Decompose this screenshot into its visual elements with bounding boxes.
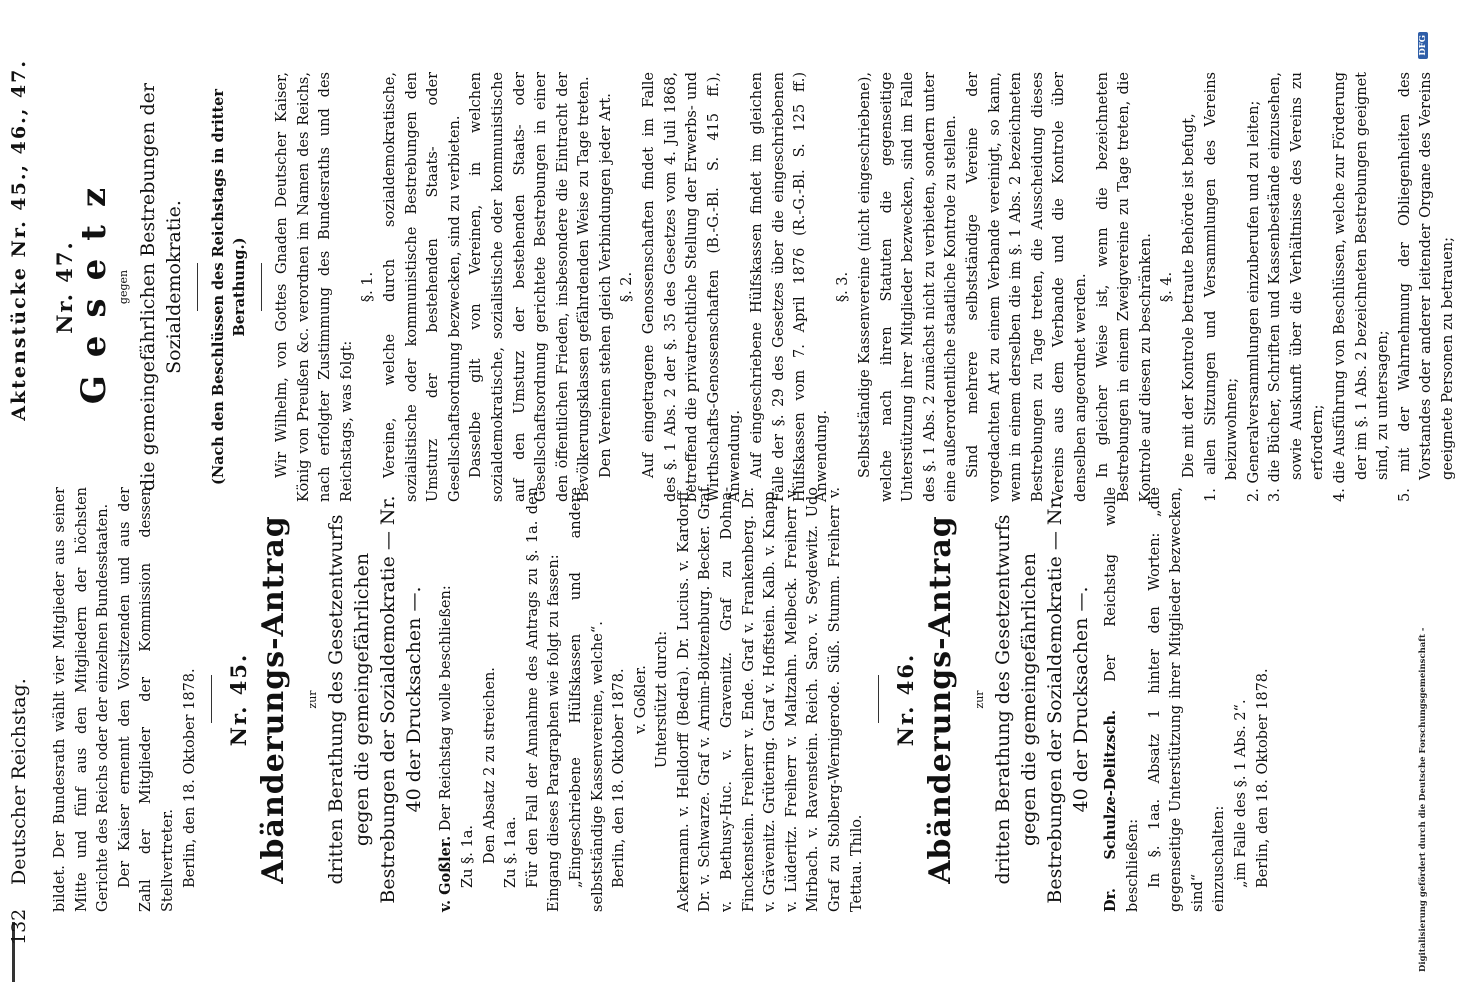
zur-label-2: zur [972,690,986,709]
section-1-para-3: Den Vereinen stehen gleich Verbindungen jeder Art. [597,93,614,478]
left-column [50,487,1274,912]
section-4-intro: Die mit der Kontrole betraute Behörde ist befugt, [1180,113,1197,478]
motion-text-1: Den Absatz 2 zu streichen. [481,667,498,864]
mover-name-2: Dr. Schulze-Delitzsch. [1102,709,1120,912]
section-4-item: 4. die Ausführung von Beschlüssen, welche zur Förderung der im §. 1 Abs. 2 bezeichneten Bestrebungen geeignet sind, zu untersagen; [1332,72,1392,502]
date-line: Berlin, den 18. Oktober 1878. [181,668,198,888]
law-subtitle: die gemeingefährlichen Bestrebungen der Sozialdemokratie. [136,83,185,491]
title-45: Abänderungs-Antrag [255,515,291,884]
subtitle-46: dritten Berathung des Gesetzentwurfs gegen die gemeingefährlichen Bestrebungen der Sozialdemokratie — Nr. 40 der Drucksachen —. [992,495,1093,904]
signer: v. Goßler. [632,665,649,734]
document-number-45: Nr. 45. [226,652,252,747]
digitization-credit [1418,32,1428,972]
document-number-47: Nr. 47. [52,240,77,334]
motion-46-insert: einzuschalten: [1211,805,1228,912]
section-2-heading: §. 2. [619,271,636,303]
section-1-heading: §. 1. [360,271,377,303]
motion-section-1aa: Zu §. 1aa. [503,816,520,888]
section-3-para-3: In gleicher Weise ist, wenn die bezeichneten Bestrebungen in einem Zweigvereine zu Tage treten, die Kontrole auf diesen zu beschränken. [1094,72,1154,502]
section-4-item: 1. allen Sitzungen und Versammlungen des Vereins beizuwohnen; [1202,72,1241,502]
reading-note: (Nach den Beschlüssen des Reichstags in dritter Berathung.) [209,88,249,486]
divider-2 [878,676,879,724]
zur-label: zur [305,690,319,709]
preamble: Wir Wilhelm, von Gottes Gnaden Deutscher Kaiser, König von Preußen &c. verordnen im Namen des Reichs, nach erfolgter Zustimmung des Bundesraths und des Reichstags, was folgt: [273,72,355,502]
section-3-heading: §. 3. [835,271,852,303]
right-column [50,72,1460,502]
header-left: Deutscher Reichstag. [8,678,30,885]
continuation-text-2: Der Kaiser ernennt den Vorsitzenden und aus der Zahl der Mitglieder der Kommission dessen Stellvertreter. [116,487,176,912]
subtitle-45: dritten Berathung des Gesetzentwurfs gegen die gemeingefährlichen Bestrebungen der Sozialdemokratie — Nr. 40 der Drucksachen —. [325,495,426,904]
divider-4 [261,263,262,311]
dfg-logo: DFG [1418,32,1428,59]
law-title: Gesetz [73,169,114,405]
section-3-para-1: Selbstständige Kassenvereine (nicht eingeschriebene), welche nach ihren Statuten die gegenseitige Unterstützung ihrer Mitglieder bezwecken, sind im Falle des §. 1 Abs. 2 zunächst nicht zu verbieten, sondern unter eine außerordentliche staatliche Kontrole zu stellen. [857,72,960,502]
header-document-numbers: Aktenstücke Nr. 45., 46., 47. [8,59,30,421]
section-1-para-1: Vereine, welche durch sozialdemokratische, sozialistische oder kommunistische Bestrebungen den Umsturz der bestehenden Staats- oder Gesellschaftsordnung bezwecken, sind zu verbieten. [381,72,463,502]
supported-by-label: Unterstützt durch: [654,630,671,769]
continuation-text: bildet. Der Bundesrath wählt vier Mitglieder aus seiner Mitte und fünf aus den Mitgliedern der höchsten Gerichte des Reichs oder der einzelnen Bundesstaaten. [52,487,112,912]
section-4-item: 5. mit der Wahrnehmung der Obliegenheiten des Vorstandes oder anderer leitender Organe des Vereins geeignete Personen zu betrauen; [1396,72,1457,502]
motion-intro: Der Reichstag wolle beschließen: [438,585,455,832]
gegen-label: gegen [117,269,131,305]
motion-section-1a: Zu §. 1a. [459,825,476,888]
divider-3 [197,263,198,311]
section-1-para-2: Dasselbe gilt von Vereinen, in welchen sozialdemokratische, sozialistische oder kommunistische auf den Umsturz der bestehenden Staats- oder Gesellschaftsordnung gerichtete Bestrebungen in einer den öffentlichen Frieden, insbesondere die Eintracht der Bevölkerungsklassen gefährdenden Weise zu Tage treten. [468,72,593,502]
section-2-para-2: Auf eingeschriebene Hülfskassen findet im gleichen Falle der §. 29 des Gesetzes über die eingeschriebenen Hülfskassen vom 7. April 1876 (R.-G.-Bl. S. 125 ff.) Anwendung. [749,72,830,502]
section-4-item: 3. die Bücher, Schriften und Kassenbestände einzusehen, sowie Auskunft über die Verhältnisse des Vereins zu erfordern; [1267,72,1327,502]
section-2-para-1: Auf eingetragene Genossenschaften findet im Falle des §. 1 Abs. 2 der §. 35 des Gesetzes vom 4. Juli 1868, betreffend die privatrechtliche Stellung der Erwerbs- und Wirthschafts-Genossenschaften (B.-G.-Bl. S. 415 ff.), Anwendung. [641,72,744,502]
page-header [8,45,48,945]
credit-text: Digitalisierung gefördert durch die Deutsche Forschungsgemeinschaft - [1418,627,1428,972]
document-number-46: Nr. 46. [893,652,919,747]
date-line-2: Berlin, den 18. Oktober 1878. [611,668,628,888]
section-4-heading: §. 4. [1159,271,1176,303]
motion-46-quote: „im Falle des §. 1 Abs. 2“. [1232,699,1249,888]
page-number: 132 [8,908,30,945]
mover-name: v. Goßler. [437,835,455,912]
supporters-list: Ackermann. v. Helldorff (Bedra). Dr. Lucius. v. Kardorff. Dr. v. Schwarze. Graf v. Arnim-Boitzenburg. Becker. Graf v. Bethusy-Huc. v. Gravenitz. Graf zu Dohna-Finckenstein. Freiherr v. Ende. Graf v. Frankenberg. Dr. v. Grävenitz. Grütering. Graf v. Hoffstein. Kalb. v. Knapp. v. Lüderitz. Freiherr v. Maltzahn. Melbeck. Freiherr v. Mirbach. v. Ravenstein. Reich. Saro. v. Seydewitz. Udo Graf zu Stolberg-Wernigerode. Süß. Stumm. Freiherr v. Tettau. Thilo. [675,487,865,912]
title-46: Abänderungs-Antrag [922,515,958,884]
motion-46-text: In §. 1aa. Absatz 1 hinter den Worten: „die gegenseitige Unterstützung ihrer Mitglieder bezwecken, sind“ [1146,487,1206,912]
motion-intro-2: Der Reichstag wolle beschließen: [1103,487,1141,912]
divider [211,676,212,724]
date-line-3: Berlin, den 18. Oktober 1878. [1254,668,1271,888]
motion-quote: „Eingeschriebene Hülfskassen und andere selbstständige Kassenvereine, welche“. [567,487,606,912]
section-4-item: 2. Generalversammlungen einzuberufen und zu leiten; [1245,100,1262,502]
section-3-para-2: Sind mehrere selbstständige Vereine der vorgedachten Art zu einem Verbande vereinigt, so kann, wenn in einem derselben die im §. 1 Abs. 2 bezeichneten Bestrebungen zu Tage treten, die Ausscheidung dieses Vereins aus dem Verbande und die Kontrole über denselben angeordnet werden. [964,72,1089,502]
motion-text-2: Für den Fall der Annahme des Antrags zu §. 1a. den Eingang dieses Paragraphen wie folgt zu fassen: [524,487,563,912]
